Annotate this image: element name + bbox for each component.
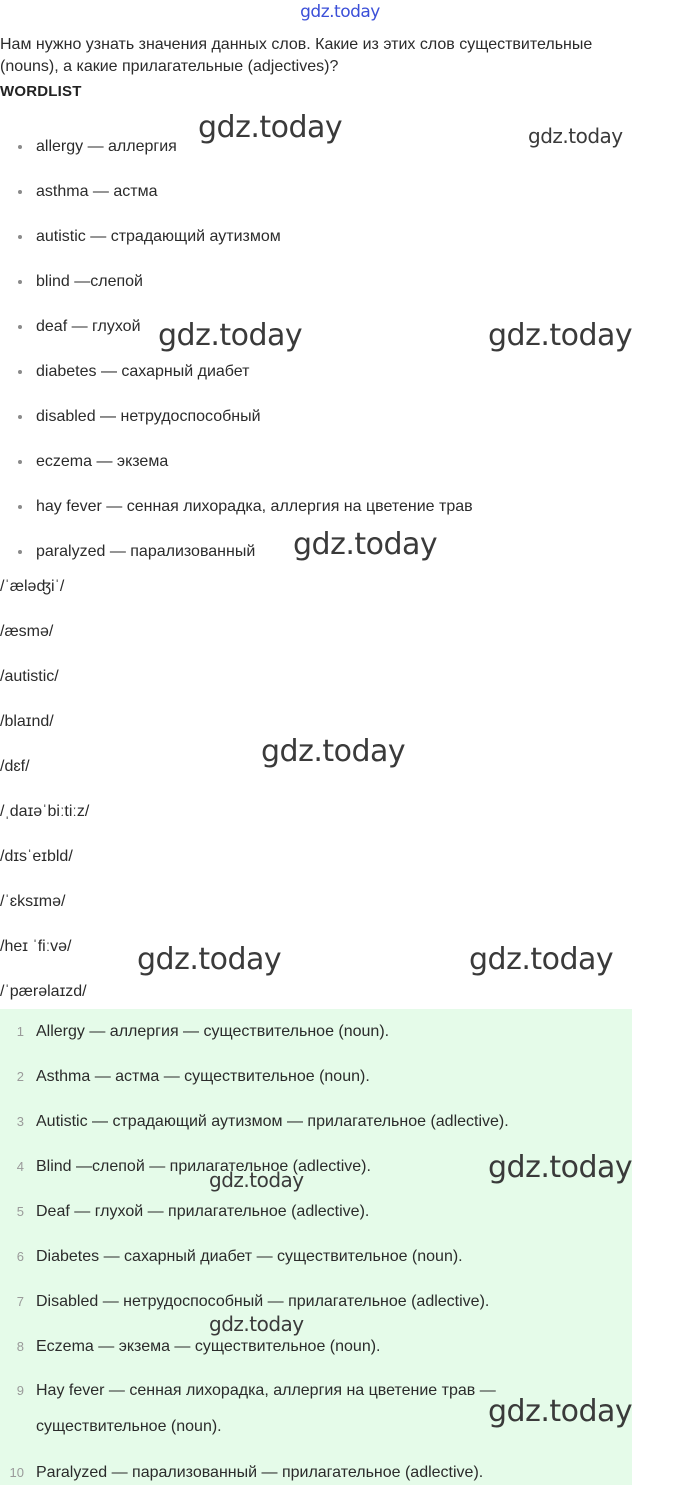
transcription: /ˈpærəlaɪzd/	[0, 983, 87, 1000]
answer-number: 1	[16, 1024, 24, 1039]
answer-text: Diabetes — сахарный диабет — существительное (noun).	[36, 1248, 463, 1265]
transcription: /ˈæləʤiˈ/	[0, 578, 65, 595]
answer-text: Autistic — страдающий аутизмом — прилагательное (adlective).	[36, 1113, 509, 1130]
intro-text	[0, 34, 680, 78]
transcription-list	[0, 564, 89, 1014]
transcription: /ˈɛksɪmə/	[0, 893, 66, 910]
watermark: gdz.today	[158, 318, 303, 353]
bullet-icon	[18, 550, 22, 554]
bullet-icon	[18, 235, 22, 239]
answer-item	[0, 1450, 632, 1495]
watermark: gdz.today	[528, 124, 623, 148]
bullet-icon	[18, 370, 22, 374]
bullet-icon	[18, 325, 22, 329]
transcription: /dɪsˈeɪbld/	[0, 848, 73, 865]
intro-line-1: Нам нужно узнать значения данных слов. Какие из этих слов существительные	[0, 36, 593, 53]
watermark: gdz.today	[209, 1312, 304, 1336]
transcription: /heɪ ˈfiːvə/	[0, 938, 72, 955]
bullet-icon	[18, 505, 22, 509]
watermark: gdz.today	[137, 942, 282, 977]
answer-text-continued: существительное (noun).	[36, 1418, 222, 1435]
bullet-icon	[18, 145, 22, 149]
answer-text: Blind —слепой — прилагательное (adlective).	[36, 1158, 371, 1175]
answer-text: Asthma — астма — существительное (noun).	[36, 1068, 370, 1085]
answer-text: Paralyzed — парализованный — прилагательное (adlective).	[36, 1464, 484, 1481]
watermark: gdz.today	[488, 1394, 633, 1429]
site-link[interactable]: gdz.today	[300, 2, 380, 22]
answer-item	[0, 1234, 632, 1279]
answer-number: 4	[16, 1159, 24, 1174]
transcription: /blaɪnd/	[0, 713, 54, 730]
answer-item	[0, 1324, 632, 1369]
answer-number: 10	[9, 1465, 24, 1480]
intro-line-2: (nouns), а какие прилагательные (adjectives)?	[0, 58, 339, 75]
answer-number: 3	[16, 1114, 24, 1129]
bullet-icon	[18, 280, 22, 284]
answer-number: 2	[16, 1069, 24, 1084]
answer-text: Eczema — экзема — существительное (noun).	[36, 1338, 381, 1355]
watermark: gdz.today	[488, 318, 633, 353]
transcription: /ˌdaɪəˈbiːtiːz/	[0, 803, 90, 820]
transcription: /dɛf/	[0, 758, 30, 775]
bullet-icon	[18, 460, 22, 464]
answer-number: 5	[16, 1204, 24, 1219]
answer-number: 8	[16, 1339, 24, 1354]
bullet-icon	[18, 415, 22, 419]
watermark: gdz.today	[209, 1168, 304, 1192]
answer-item	[0, 1009, 632, 1054]
transcription: /autistic/	[0, 668, 59, 685]
answer-item	[0, 1099, 632, 1144]
bullet-icon	[18, 190, 22, 194]
answer-text: Disabled — нетрудоспособный — прилагательное (adlective).	[36, 1293, 490, 1310]
answer-number: 6	[16, 1249, 24, 1264]
answer-number: 7	[16, 1294, 24, 1309]
answer-item	[0, 1054, 632, 1099]
wordlist-title: WORDLIST	[0, 83, 82, 100]
watermark: gdz.today	[469, 942, 614, 977]
answer-number: 9	[16, 1383, 24, 1398]
answer-text: Allergy — аллергия — существительное (noun).	[36, 1023, 390, 1040]
answer-text: Hay fever — сенная лихорадка, аллергия на цветение трав —	[36, 1382, 496, 1399]
watermark: gdz.today	[198, 110, 343, 145]
watermark: gdz.today	[261, 734, 406, 769]
answer-item	[0, 1189, 632, 1234]
answer-text: Deaf — глухой — прилагательное (adlective).	[36, 1203, 370, 1220]
watermark: gdz.today	[488, 1150, 633, 1185]
answer-item	[0, 1279, 632, 1324]
transcription: /æsmə/	[0, 623, 54, 640]
watermark: gdz.today	[293, 527, 438, 562]
